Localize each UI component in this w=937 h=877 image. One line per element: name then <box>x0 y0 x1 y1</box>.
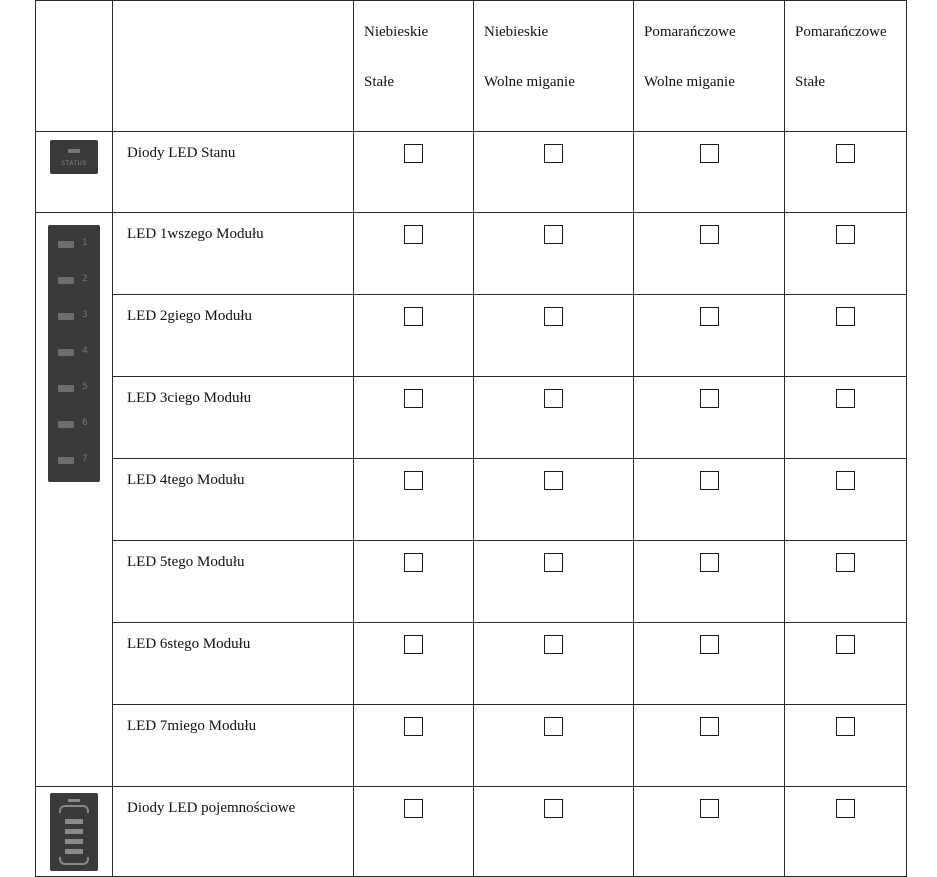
checkbox-blue-steady[interactable] <box>404 307 423 326</box>
checkbox-blue-steady[interactable] <box>404 144 423 163</box>
checkbox-orange-slow-blink[interactable] <box>700 144 719 163</box>
checkbox-blue-steady[interactable] <box>404 635 423 654</box>
checkbox-orange-slow-blink[interactable] <box>700 225 719 244</box>
module-number-2: 2 <box>82 274 88 284</box>
module-led-5 <box>58 385 74 392</box>
checkbox-blue-slow-blink[interactable] <box>544 307 563 326</box>
checkbox-blue-steady[interactable] <box>404 553 423 572</box>
checkbox-orange-steady[interactable] <box>836 635 855 654</box>
row-label: LED 6stego Modułu <box>113 623 354 705</box>
header-col-4 <box>785 1 907 132</box>
module-led-3 <box>58 313 74 320</box>
checkbox-blue-slow-blink[interactable] <box>544 225 563 244</box>
table-row <box>36 623 907 705</box>
status-led-caption: STATUS <box>61 160 87 167</box>
checkbox-orange-steady[interactable] <box>836 799 855 818</box>
module-led-7 <box>58 457 74 464</box>
header-empty-name-cell <box>113 1 354 132</box>
header-col-3-line2: Wolne miganie <box>644 74 735 90</box>
module-number-1: 1 <box>82 238 88 248</box>
module-led-2 <box>58 277 74 284</box>
checkbox-blue-steady[interactable] <box>404 389 423 408</box>
module-number-4: 4 <box>82 346 88 356</box>
module-number-3: 3 <box>82 310 88 320</box>
led-status-table <box>35 0 907 877</box>
checkbox-orange-slow-blink[interactable] <box>700 635 719 654</box>
module-number-5: 5 <box>82 382 88 392</box>
module-number-6: 6 <box>82 418 88 428</box>
header-col-4-line1: Pomarańczowe <box>795 24 887 40</box>
checkbox-blue-slow-blink[interactable] <box>544 553 563 572</box>
row-label: LED 1wszego Modułu <box>113 213 354 295</box>
checkbox-orange-slow-blink[interactable] <box>700 389 719 408</box>
row-label: LED 3ciego Modułu <box>113 377 354 459</box>
checkbox-orange-steady[interactable] <box>836 389 855 408</box>
table-row <box>36 541 907 623</box>
table-row <box>36 705 907 787</box>
header-col-2-line2: Wolne miganie <box>484 74 575 90</box>
checkbox-orange-steady[interactable] <box>836 225 855 244</box>
row-label: Diody LED pojemnościowe <box>113 787 354 877</box>
checkbox-orange-steady[interactable] <box>836 307 855 326</box>
module-number-7: 7 <box>82 454 88 464</box>
row-label: LED 5tego Modułu <box>113 541 354 623</box>
checkbox-orange-slow-blink[interactable] <box>700 471 719 490</box>
table-row <box>36 295 907 377</box>
checkbox-orange-slow-blink[interactable] <box>700 799 719 818</box>
header-col-2-line1: Niebieskie <box>484 24 549 40</box>
checkbox-blue-slow-blink[interactable] <box>544 471 563 490</box>
checkbox-orange-steady[interactable] <box>836 471 855 490</box>
table-row <box>36 459 907 541</box>
header-col-1 <box>354 1 474 132</box>
checkbox-blue-slow-blink[interactable] <box>544 144 563 163</box>
checkbox-blue-slow-blink[interactable] <box>544 635 563 654</box>
header-col-1-line2: Stałe <box>364 74 394 90</box>
status-icon-cell <box>36 132 113 213</box>
checkbox-blue-slow-blink[interactable] <box>544 799 563 818</box>
header-col-3-line1: Pomarańczowe <box>644 24 736 40</box>
row-label: LED 2giego Modułu <box>113 295 354 377</box>
header-col-4-line2: Stałe <box>795 74 825 90</box>
checkbox-orange-steady[interactable] <box>836 144 855 163</box>
checkbox-blue-slow-blink[interactable] <box>544 717 563 736</box>
module-led-6 <box>58 421 74 428</box>
table-row <box>36 132 907 213</box>
module-led-4 <box>58 349 74 356</box>
module-icon-cell <box>36 213 113 787</box>
module-leds-icon <box>48 225 100 482</box>
table-row <box>36 787 907 877</box>
table-row <box>36 213 907 295</box>
header-row <box>36 1 907 132</box>
checkbox-orange-steady[interactable] <box>836 717 855 736</box>
checkbox-orange-slow-blink[interactable] <box>700 717 719 736</box>
checkbox-orange-slow-blink[interactable] <box>700 307 719 326</box>
capacity-icon-cell <box>36 787 113 877</box>
checkbox-orange-steady[interactable] <box>836 553 855 572</box>
capacity-leds-icon <box>50 793 98 871</box>
row-label: LED 7miego Modułu <box>113 705 354 787</box>
status-led-icon <box>50 140 98 174</box>
header-col-3 <box>634 1 785 132</box>
header-col-2 <box>474 1 634 132</box>
checkbox-blue-steady[interactable] <box>404 799 423 818</box>
header-empty-icon-cell <box>36 1 113 132</box>
table-row <box>36 377 907 459</box>
status-led-bar <box>68 149 80 153</box>
checkbox-blue-slow-blink[interactable] <box>544 389 563 408</box>
checkbox-blue-steady[interactable] <box>404 225 423 244</box>
header-col-1-line1: Niebieskie <box>364 24 429 40</box>
module-led-1 <box>58 241 74 248</box>
checkbox-blue-steady[interactable] <box>404 471 423 490</box>
row-label: Diody LED Stanu <box>113 132 354 213</box>
checkbox-orange-slow-blink[interactable] <box>700 553 719 572</box>
row-label: LED 4tego Modułu <box>113 459 354 541</box>
checkbox-blue-steady[interactable] <box>404 717 423 736</box>
